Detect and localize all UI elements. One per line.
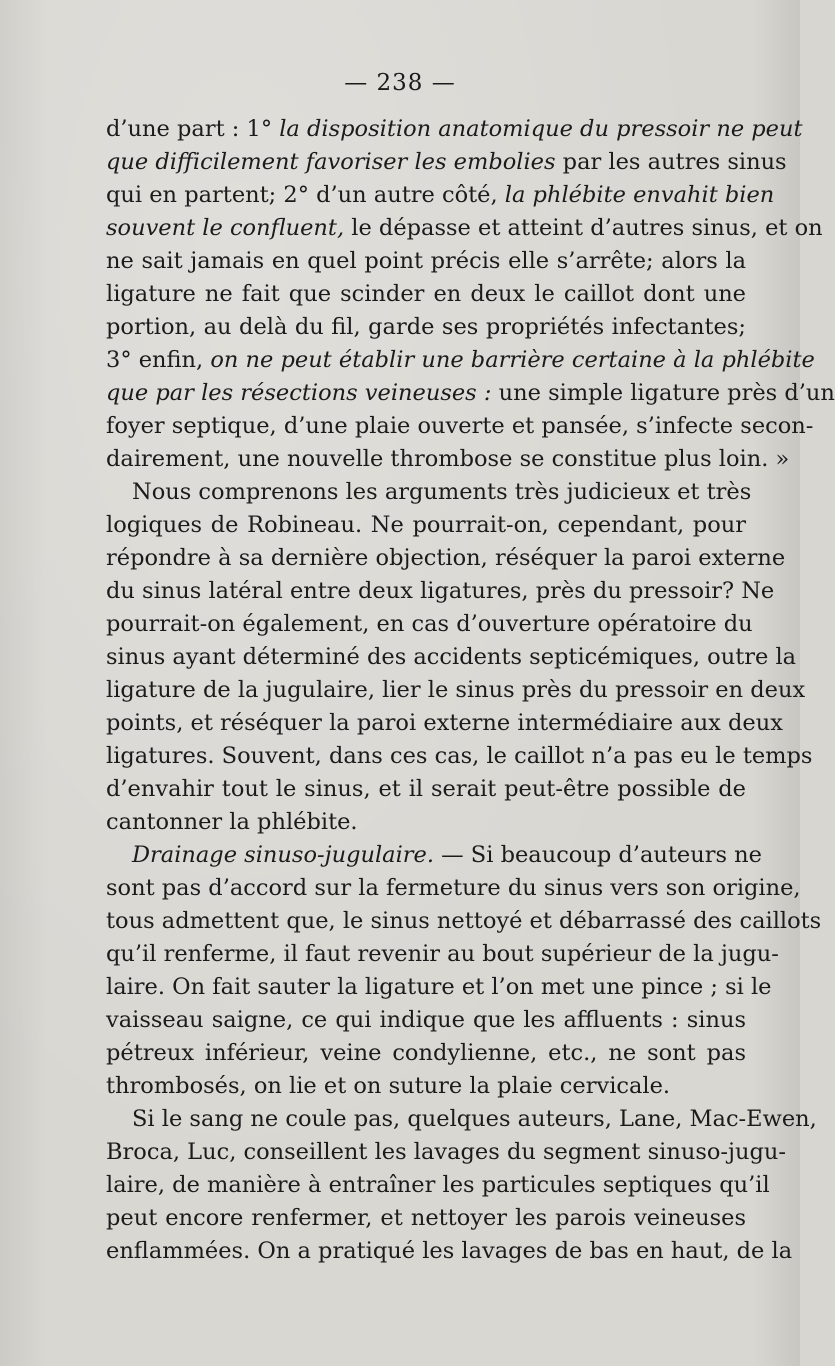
text-segment: foyer septique, d’une plaie ouverte et pansée, s’infecte secon- [106, 413, 814, 439]
text-line [106, 773, 746, 806]
text-segment: du sinus latéral entre deux ligatures, près du pressoir? Ne [106, 578, 775, 604]
text-segment: enflammées. On a pratiqué les lavages de bas en haut, de la [106, 1238, 793, 1264]
text-segment: sinus ayant déterminé des accidents septicémiques, outre la [106, 644, 797, 670]
text-line [106, 377, 835, 410]
text-line [106, 113, 803, 146]
italic-text: souvent le confluent, [106, 215, 345, 241]
text-line [106, 1136, 786, 1169]
text-segment: ligature ne fait que scinder en deux le caillot dont une [106, 281, 746, 307]
text-segment: laire. On fait sauter la ligature et l’on met une pince ; si le [106, 974, 772, 1000]
text-line [106, 674, 806, 707]
text-segment: Broca, Luc, conseillent les lavages du segment sinuso-jugu- [106, 1139, 786, 1165]
text-line [106, 806, 746, 839]
text-line [106, 608, 753, 641]
text-segment: ligature de la jugulaire, lier le sinus près du pressoir en deux [106, 677, 806, 703]
italic-text: la phlébite envahit bien [504, 182, 775, 208]
italic-text: on ne peut établir une barrière certaine à la phlébite [210, 347, 815, 373]
text-line [106, 1037, 746, 1070]
text-line [106, 905, 822, 938]
text-line [106, 443, 790, 476]
text-segment: logiques de Robineau. Ne pourrait-on, cependant, pour [106, 512, 746, 538]
text-segment: d’envahir tout le sinus, et il serait peut-être possible de [106, 776, 746, 802]
text-line [106, 839, 762, 872]
page-number: — 238 — [344, 70, 456, 96]
text-line [106, 179, 775, 212]
text-line [106, 212, 823, 245]
text-line [106, 146, 787, 179]
text-segment: le dépasse et atteint d’autres sinus, et on [344, 215, 823, 241]
text-line [106, 872, 801, 905]
text-line [106, 971, 772, 1004]
text-segment: 3° enfin, [106, 347, 211, 373]
text-line [106, 707, 783, 740]
text-line [106, 476, 752, 509]
italic-text: Drainage sinuso-jugulaire. [132, 842, 434, 868]
text-segment: répondre à sa dernière objection, réséquer la paroi externe [106, 545, 786, 571]
text-segment: dairement, une nouvelle thrombose se constitue plus loin. » [106, 446, 790, 472]
text-segment: Nous comprenons les arguments très judicieux et très [132, 479, 752, 505]
text-segment: thrombosés, on lie et on suture la plaie cervicale. [106, 1073, 671, 1099]
text-line [106, 344, 815, 377]
italic-text: la disposition anatomique du pressoir ne peut [279, 116, 803, 142]
text-segment: qui en partent; 2° d’un autre côté, [106, 182, 505, 208]
text-line [106, 641, 797, 674]
text-segment: pétreux inférieur, veine condylienne, etc., ne sont pas [106, 1040, 746, 1066]
text-segment: d’une part : 1° [106, 116, 280, 142]
text-segment: — Si beaucoup d’auteurs ne [434, 842, 762, 868]
text-line [106, 245, 746, 278]
text-segment: portion, au delà du fil, garde ses propriétés infectantes; [106, 314, 746, 340]
text-segment: vaisseau saigne, ce qui indique que les affluents : sinus [106, 1007, 746, 1033]
italic-text: que par les résections veineuses : [106, 380, 492, 406]
text-line [106, 938, 779, 971]
text-line [106, 1202, 746, 1235]
text-segment: peut encore renfermer, et nettoyer les parois veineuses [106, 1205, 746, 1231]
text-segment: points, et réséquer la paroi externe intermédiaire aux deux [106, 710, 783, 736]
text-segment: laire, de manière à entraîner les particules septiques qu’il [106, 1172, 770, 1198]
text-line [106, 542, 786, 575]
text-line [106, 311, 746, 344]
text-line [106, 1004, 746, 1037]
body-text [106, 113, 835, 1268]
text-line [106, 1235, 793, 1268]
italic-text: que difficilement favoriser les embolies [106, 149, 556, 175]
text-line [106, 278, 746, 311]
text-segment: tous admettent que, le sinus nettoyé et débarrassé des caillots [106, 908, 822, 934]
text-line [106, 1070, 746, 1103]
text-segment: Si le sang ne coule pas, quelques auteurs, Lane, Mac-Ewen, [132, 1106, 817, 1132]
text-line [106, 575, 775, 608]
text-segment: ligatures. Souvent, dans ces cas, le caillot n’a pas eu le temps [106, 743, 813, 769]
text-segment: pourrait-on également, en cas d’ouverture opératoire du [106, 611, 753, 637]
text-line [106, 740, 813, 773]
text-segment: une simple ligature près d’un [491, 380, 835, 406]
text-line [106, 1169, 770, 1202]
text-segment: ne sait jamais en quel point précis elle s’arrête; alors la [106, 248, 746, 274]
text-segment: sont pas d’accord sur la fermeture du sinus vers son origine, [106, 875, 801, 901]
text-segment: qu’il renferme, il faut revenir au bout supérieur de la jugu- [106, 941, 779, 967]
text-segment: cantonner la phlébite. [106, 809, 358, 835]
text-segment: par les autres sinus [555, 149, 787, 175]
text-line [106, 410, 814, 443]
text-line [106, 1103, 817, 1136]
text-line [106, 509, 746, 542]
